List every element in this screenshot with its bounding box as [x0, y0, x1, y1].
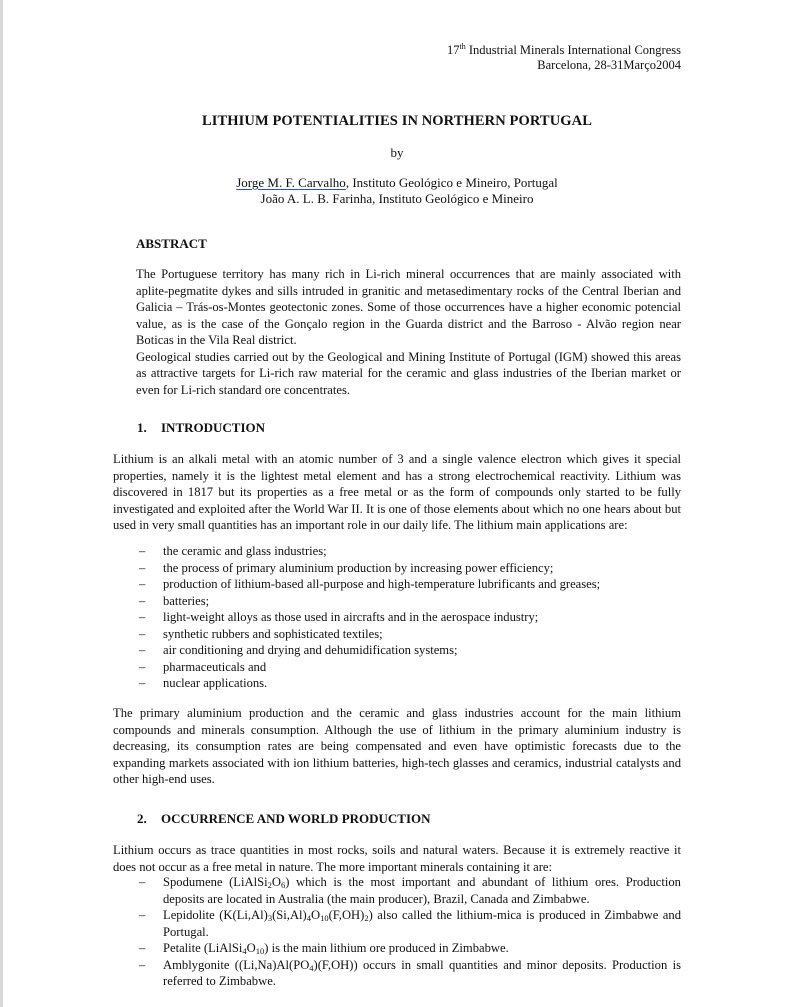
conference-header	[447, 43, 681, 73]
list-item: – production of lithium-based all-purpose and high-temperature lubrificants and greases;	[139, 577, 601, 591]
list-item: – light-weight alloys as those used in aircrafts and in the aerospace industry;	[139, 610, 539, 624]
abstract-paragraph-1: The Portuguese territory has many rich in Li-rich mineral occurrences that are mainly associated with aplite-pegmatite dykes and sills intruded in granitic and metasedimentary rocks of the Central Iberian and Galicia – Trás-os-Montes geotectonic zones. Some of those occurrences have a higher economic potencial value, as is the case of the Gonçalo region in the Guarda district and the Barroso - Alvão region near Boticas in the Vila Real district.	[136, 267, 681, 347]
intro-paragraph-1: Lithium is an alkali metal with an atomic number of 3 and a single valence electron which gives it special properties, namely it is the lightest metal element and has a strong electrochemical reactivity. Lithium was discovered in 1817 but its properties as a free metal or as the form of compounds only started to be fully investigated and exploited after the World War II. It is one of those elements about which no one hears about but used in very small quantities has an important role in our daily life. The lithium main applications are:	[113, 452, 681, 532]
minerals-list	[113, 874, 681, 990]
list-item: – Petalite $(LiAlSi_4O_{10})$ is the main lithium ore produced in Zimbabwe.	[139, 941, 509, 956]
list-item: – nuclear applications.	[139, 676, 268, 690]
paper-title: LITHIUM POTENTIALITIES IN NORTHERN PORTUGAL	[201, 113, 592, 129]
section-2-heading: 2. OCCURRENCE AND WORLD PRODUCTION	[137, 811, 431, 826]
list-item: – Lepidolite $(K(Li,Al)_3(Si,Al)_4O_{10}(F,OH)_2)$ also called the lithium-mica is produced in Zimbabwe and Portugal.	[139, 908, 681, 939]
list-item: – batteries;	[139, 593, 210, 608]
list-item: – the process of primary aluminium production by increasing power efficiency;	[139, 560, 554, 575]
author-1: Jorge M. F. Carvalho, Instituto Geológico e Mineiro, Portugal	[236, 175, 558, 190]
conference-name: 17th Industrial Minerals International Congress	[447, 42, 681, 57]
list-item: – Spodumene $(LiAlSi_2O_6)$ which is the most important and abundant of lithium ores. Production deposits are located in Australia (the main producer), Brazil, Canada and Zimbabwe.	[139, 875, 681, 906]
abstract-paragraph-2: Geological studies carried out by the Geological and Mining Institute of Portugal (IGM) showed this areas as attractive targets for Li-rich raw material for the ceramic and glass industries of the Iberian market or even for Li-rich standard ore concentrates.	[136, 349, 681, 397]
list-item: – pharmaceuticals and	[139, 659, 267, 674]
authors	[3, 175, 791, 206]
abstract-heading: ABSTRACT	[136, 236, 207, 251]
abstract-body	[136, 266, 681, 398]
author-2: João A. L. B. Farinha, Instituto Geológico e Mineiro	[260, 190, 534, 206]
author-1-name-link[interactable]: Jorge M. F. Carvalho	[236, 175, 346, 190]
list-item: – Amblygonite $((Li,Na)Al(PO_4)(F,OH))$ occurs in small quantities and minor deposits. Production is referred to Zimbabwe.	[139, 957, 681, 988]
section-1-heading: 1. INTRODUCTION	[137, 420, 266, 435]
list-item: – air conditioning and drying and dehumidification systems;	[139, 643, 458, 657]
list-item: – synthetic rubbers and sophisticated textiles;	[139, 626, 383, 641]
intro-paragraph-2: The primary aluminium production and the ceramic and glass industries account for the main lithium compounds and minerals consumption. Although the use of lithium in the primary aluminium industry is decreasing, its consumption rates are being compensated and even have optimistic forecasts due to the expanding markets associated with ion lithium batteries, high-tech glasses and ceramics, industrial catalysts and other high-end uses.	[113, 706, 681, 786]
occurrence-paragraph-1: Lithium occurs as trace quantities in most rocks, soils and natural waters. Because it is extremely reactive it does not occur as a free metal in nature. The more important minerals containing it are:	[113, 843, 681, 874]
conference-location: Barcelona, 28-31Março2004	[537, 58, 681, 72]
document-page	[3, 0, 791, 1007]
applications-list	[113, 543, 681, 692]
list-item: – the ceramic and glass industries;	[139, 544, 327, 558]
byline: by	[390, 145, 404, 160]
